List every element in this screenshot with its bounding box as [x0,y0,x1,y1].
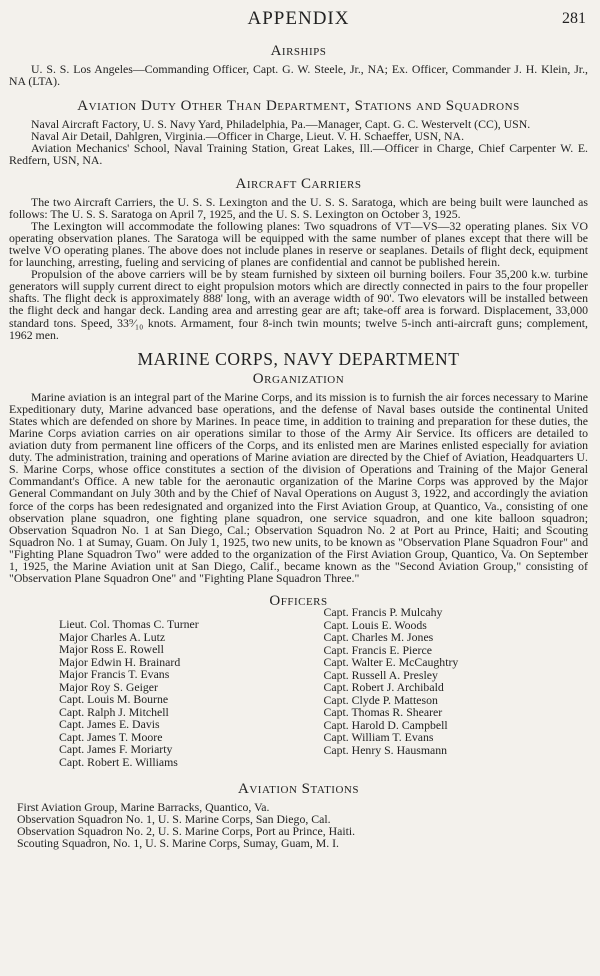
officer-name: Major Roy S. Geiger [59,679,158,694]
officer-name: Capt. Robert J. Archibald [323,680,444,695]
officer-name: Major Edwin H. Brainard [59,654,181,669]
officer-name: Capt. James E. Davis [59,717,160,732]
aviation-duty-item: Naval Air Detail, Dahlgren, Virginia.—Officer in Charge, Lieut. V. H. Schaeffer, USN, NA. [31,129,465,144]
aviation-duty-heading: Aviation Duty Other Than Department, Stations and Squadrons [77,98,520,115]
aviation-duty-item: Naval Aircraft Factory, U. S. Navy Yard, Philadelphia, Pa.—Manager, Capt. G. C. Westervelt (CC), USN. [31,117,531,132]
officer-name: Capt. Thomas R. Shearer [323,705,443,720]
officer-name: Capt. Francis E. Pierce [323,642,432,657]
officer-name: Capt. James F. Moriarty [59,742,173,757]
airships-text: U. S. S. Los Angeles—Commanding Officer, Capt. G. W. Steele, Jr., NA; Ex. Officer, Commander J. H. Klein, Jr., NA (LTA). [9,62,588,89]
officer-name: Capt. Walter E. McCaughtry [323,655,459,670]
aircraft-carriers-heading: Aircraft Carriers [235,175,362,192]
organization-heading: Organization [252,370,345,387]
officer-name: Capt. Charles M. Jones [323,630,434,645]
station-entry: Observation Squadron No. 2, U. S. Marine Corps, Port au Prince, Haiti. [17,824,356,839]
running-head [9,6,588,32]
aviation-duty-item: Aviation Mechanics' School, Naval Training Station, Great Lakes, Ill.—Officer in Charge, Chief Carpenter W. E. Redfern, USN, NA. [9,141,588,168]
station-entry: Observation Squadron No. 1, U. S. Marine Corps, San Diego, Cal. [17,812,331,827]
station-entry: First Aviation Group, Marine Barracks, Quantico, Va. [17,800,270,815]
airships-heading: Airships [270,43,327,59]
officer-name: Major Charles A. Lutz [59,629,166,644]
carriers-paragraph: Propulsion of the above carriers will be by steam furnished by sixteen oil burning boilers. Four 35,200 k.w. turbine generators will supply current direct to eight propulsion motors which are directly connected in pairs to the four propeller shafts. The flight deck is approximately 888' long, with an average width of 90'. Two elevators will be installed between the flight deck and hangar deck. Landing area and arresting gear are aft; take-off area is forward. Displacement, 33,000 standard tons. Speed, 33⁹⁄₁₀ knots. Armament, four 8-inch twin mounts; twelve 5-inch anti-aircraft guns; complement, 1962 men. [9,267,588,342]
officer-name: Capt. William T. Evans [323,730,434,745]
officers-right-column [324,606,589,768]
organization-text: Marine aviation is an integral part of the Marine Corps, and its mission is to furnish the air forces necessary to Marine Expeditionary duty, Marine advanced base operations, and the defense of Naval bases outside the continental United States which are defended on shore by Marines. In peace time, in addition to training and preparation for these duties, the Marine Corps aviation carries on air operations similar to those of the Army Air Service. Its officers are detailed to aviation duty from permanent line officers of the Corps, and its enlisted men are Marines enlisted especially for aviation duty. The administration, training and operations of Marine aviation are directed by the Chief of Aviation, Headquarters U. S. Marine Corps, whose office constitutes a section of the division of Operations and Training of the Major General Commandant's Office. A new table for the aeronautic organization of the Marine Corps was approved by the Major General Commandant on July 30th and by the Chief of Naval Operations on August 3, 1922, and accordingly the aviation force of the corps has been redesignated and organized into the First Aviation Group, at Quantico, Va., consisting of one observation plane squadron, one fighting plane squadron, one service squadron, and one kite balloon squadron; Observation Squadron No. 1 at San Diego, Cal.; Observation Squadron No. 2 at Port au Prince, Haiti; and Scouting Squadron No. 1 at Sumay, Guam. On July 1, 1925, two new units, to be known as "Observation Plane Squadron Four" and "Fighting Plane Squadron Two" were added to the organization of the First Aviation Group, Quantico, Va. On September 1, 1925, the Marine Aviation unit at San Diego, Calif., became known as the "Second Aviation Group," consisting of "Observation Plane Squadron One" and "Fighting Plane Squadron Three." [9,389,588,586]
carriers-paragraph: The two Aircraft Carriers, the U. S. S. Lexington and the U. S. S. Saratoga, which are being built were launched as follows: The U. S. S. Saratoga on April 7, 1925, and the U. S. S. Lexington on October 3, 1925. [9,194,588,221]
officer-name: Capt. Louis E. Woods [323,617,427,632]
running-head-title: APPENDIX [247,8,350,29]
officer-name: Capt. Henry S. Hausmann [323,742,448,757]
officer-name: Capt. Russell A. Presley [323,667,438,682]
officers-list [9,605,588,769]
officer-name: Capt. Francis P. Mulcahy [323,605,443,620]
officer-name: Capt. Harold D. Campbell [323,717,448,732]
officers-heading: Officers [269,593,328,610]
officer-name: Capt. Robert E. Williams [59,754,178,769]
officers-left-column [59,618,324,768]
officer-name: Major Ross E. Rowell [59,642,164,657]
officer-name: Capt. James T. Moore [59,729,163,744]
officer-name: Capt. Louis M. Bourne [59,692,169,707]
officer-name: Lieut. Col. Thomas C. Turner [59,617,199,632]
officer-name: Capt. Clyde P. Matteson [323,692,438,707]
officer-name: Capt. Ralph J. Mitchell [59,704,169,719]
marine-corps-heading: MARINE CORPS, NAVY DEPARTMENT [137,348,460,369]
aviation-stations-list [9,801,588,849]
carriers-paragraph: The Lexington will accommodate the following planes: Two squadrons of VT—VS—32 operating planes. Six VO operating observation planes. The Saratoga will be equipped with the same number of planes except that there will be twelve VO operating planes. The above does not include planes in reserve or seaplanes. Details of flight deck, equipment for launching, arresting, fueling and servicing of planes are confidential and cannot be published herein. [9,218,588,270]
aviation-stations-heading: Aviation Stations [238,781,359,798]
station-entry: Scouting Squadron, No. 1, U. S. Marine Corps, Sumay, Guam, M. I. [17,836,339,851]
officer-name: Major Francis T. Evans [59,667,170,682]
page-number: 281 [562,10,586,27]
